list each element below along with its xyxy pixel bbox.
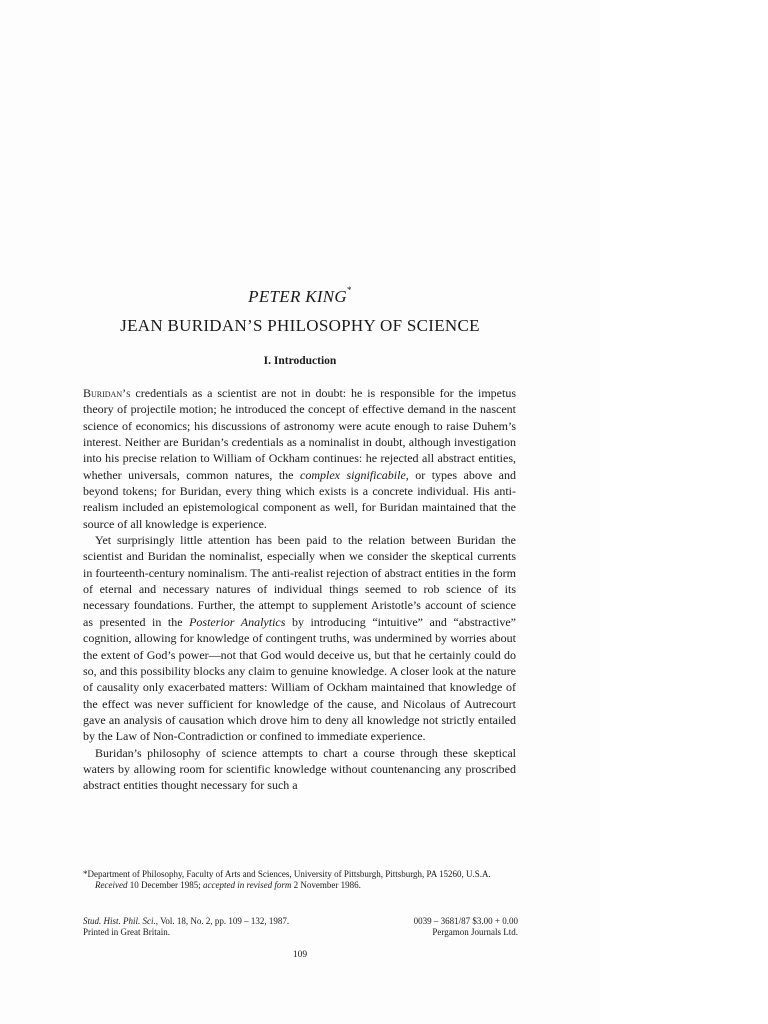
paragraph-3-text: Buridan’s philosophy of science attempts to chart a course through these skeptical waters by allowing room for scientific knowledge without countenancing any proscribed abstract entities thought necessary for such a (83, 745, 516, 793)
author-name-text: PETER KING (248, 287, 348, 306)
accepted-label: accepted in revised form (202, 880, 292, 890)
footnote-affiliation: *Department of Philosophy, Faculty of Arts and Sciences, University of Pittsburgh, Pittsburgh, PA 15260, U.S.A. (83, 869, 491, 879)
received-label: Received (95, 880, 128, 890)
page-number: 109 (292, 950, 308, 960)
author-name (0, 287, 600, 307)
article-title: JEAN BURIDAN’S PHILOSOPHY OF SCIENCE (120, 316, 480, 335)
paragraph-1-text-a: credentials as a scientist are not in doubt: he is responsible for the impetus theory of projectile motion; he introduced the concept of effective demand in the nascent science of economics; his discussions of astronomy were acute enough to raise Duhem’s interest. Neither are Buridan’s credentials as a nominalist in doubt, although investigation into his precise relation to William of Ockham continues: he rejected all abstract entities, whether universals, common natures, the (83, 386, 516, 482)
paragraph-1 (83, 385, 516, 532)
journal-row-2 (83, 927, 518, 938)
accepted-date: 2 November 1986. (291, 880, 361, 890)
paragraph-3 (83, 745, 516, 794)
paragraph-1-lead: Buridan’s (83, 386, 131, 400)
journal-issn-price: 0039 – 3681/87 $3.00 + 0.00 (413, 916, 518, 926)
received-date: 10 December 1985; (127, 880, 203, 890)
paragraph-2-text-a: Yet surprisingly little attention has been paid to the relation between Buridan the scientist and Buridan the nominalist, especially when we consider the skeptical currents in fourteenth-century nominalism. The anti-realist rejection of abstract entities in the form of eternal and necessary natures of individual things seemed to rob science of its necessary foundations. Further, the attempt to supplement Aristotle’s account of science as presented in the (83, 533, 516, 629)
footnote (83, 869, 518, 891)
journal-info (83, 916, 518, 938)
paragraph-2-text-b: by introducing “intuitive” and “abstractive” cognition, allowing for knowledge of contingent truths, was undermined by worries about the extent of God’s power—not that God would deceive us, but that he certainly could do so, and this possibility blocks any claim to genuine knowledge. A closer look at the nature of causality only exacerbated matters: William of Ockham maintained that knowledge of the effect was never sufficient for knowledge of the cause, and Nicolaus of Autrecourt gave an analysis of causation which drove him to deny all knowledge not strictly entailed by the Law of Non-Contradiction or confined to immediate experience. (83, 614, 516, 744)
journal-volume: , Vol. 18, No. 2, pp. 109 – 132, 1987. (155, 916, 290, 926)
paragraph-2-italic: Posterior Analytics (189, 614, 286, 629)
paragraph-1-text-b: , or types above and beyond tokens; for Buridan, every thing which exists is a concrete individual. His anti-realism included an epistemological component as well, for Buridan maintained that the source of all knowledge is experience. (83, 467, 516, 531)
journal-citation (83, 916, 289, 927)
author-footnote-mark: * (347, 285, 352, 295)
paragraph-2 (83, 532, 516, 744)
article-body (83, 385, 516, 794)
paragraph-1-italic: complex significabile (300, 467, 406, 482)
journal-row-1 (83, 916, 518, 927)
footnote-received (83, 880, 518, 891)
section-heading: I. Introduction (263, 355, 337, 367)
journal-name: Stud. Hist. Phil. Sci. (83, 916, 156, 926)
printed-location: Printed in Great Britain. (83, 927, 170, 937)
publisher: Pergamon Journals Ltd. (432, 927, 518, 937)
